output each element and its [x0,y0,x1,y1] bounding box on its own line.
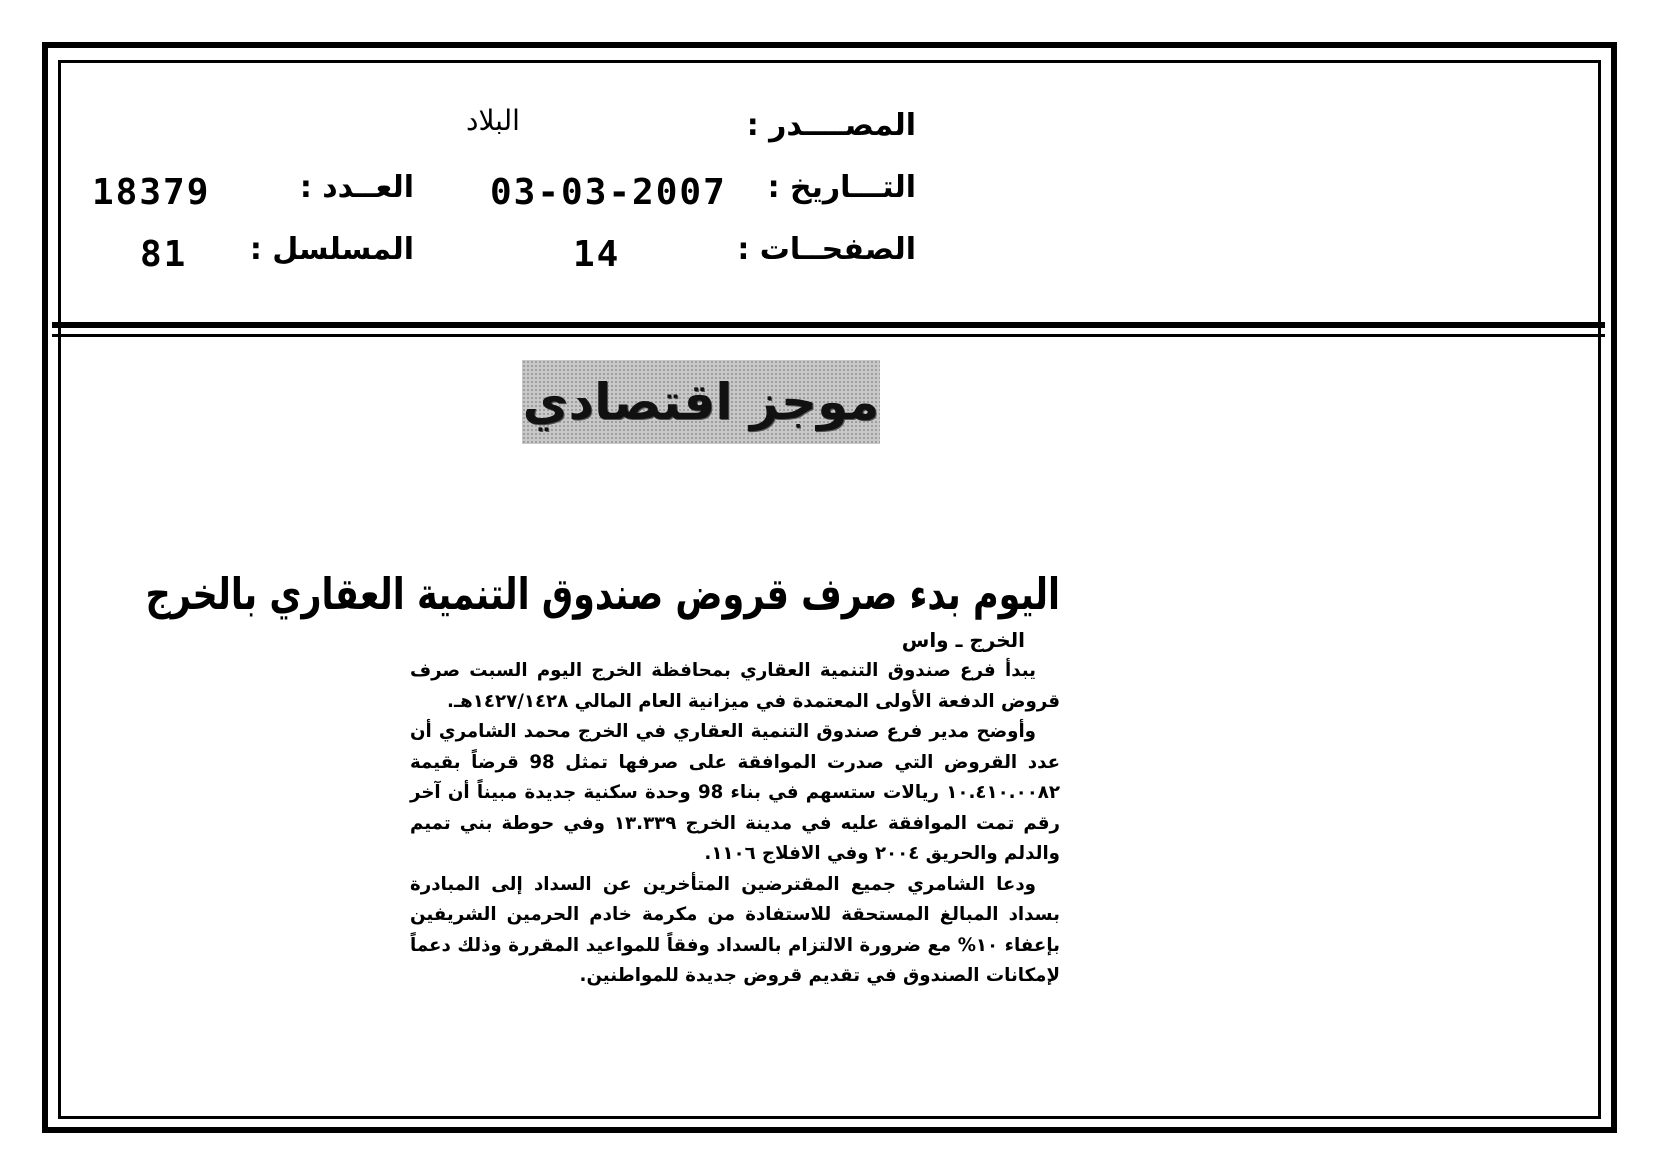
article-byline: الخرج ـ واس [901,628,1025,652]
issue-label: العــدد : [299,170,414,205]
article-paragraph-1: يبدأ فرع صندوق التنمية العقاري بمحافظة الخرج اليوم السبت صرف قروض الدفعة الأولى المعتمدة في ميزانية العام المالي ١٤٢٧/١٤٢٨هـ. [410,660,1060,712]
article-paragraph-3: ودعا الشامري جميع المقترضين المتأخرين عن السداد إلى المبادرة بسداد المبالغ المستحقة للاستفادة من مكرمة خادم الحرمين الشريفين بإعفاء ١٠% مع ضرورة الالتزام بالسداد وفقاً للمواعيد المقررة وذلك دعماً لإمكانات الصندوق في تقديم قروض جديدة للمواطنين. [410,873,1060,986]
source-label: المصــــدر : [746,108,916,143]
section-banner [522,360,880,444]
date-label: التـــاريخ : [767,170,916,205]
serial-value: 81 [140,234,188,275]
date-value: 03-03-2007 [490,172,727,213]
issue-value: 18379 [92,172,211,213]
header-divider-thick [52,322,1605,328]
article-headline: اليوم بدء صرف قروض صندوق التنمية العقاري بالخرج [145,570,1060,620]
pages-label: الصفحــات : [737,232,916,267]
article-paragraph-2: وأوضح مدير فرع صندوق التنمية العقاري في الخرج محمد الشامري أن عدد القروض التي صدرت الموافقة على صرفها تمثل 98 قرضاً بقيمة ١٠.٤١٠.٠٠٨٢ ريالات ستسهم في بناء 98 وحدة سكنية جديدة مبيناً أن آخر رقم تمت الموافقة عليه في مدينة الخرج ١٣.٣٣٩ وفي حوطة بني تميم والدلم والحريق ٢٠٠٤ وفي الافلاج ١١٠٦. [410,721,1061,864]
header-divider-thin [52,334,1605,337]
pages-value: 14 [573,234,621,275]
source-value: البلاد [466,104,520,137]
serial-label: المسلسل : [249,232,414,267]
article-clipping [145,552,1061,1042]
section-banner-title: موجز اقتصادي [522,373,880,431]
